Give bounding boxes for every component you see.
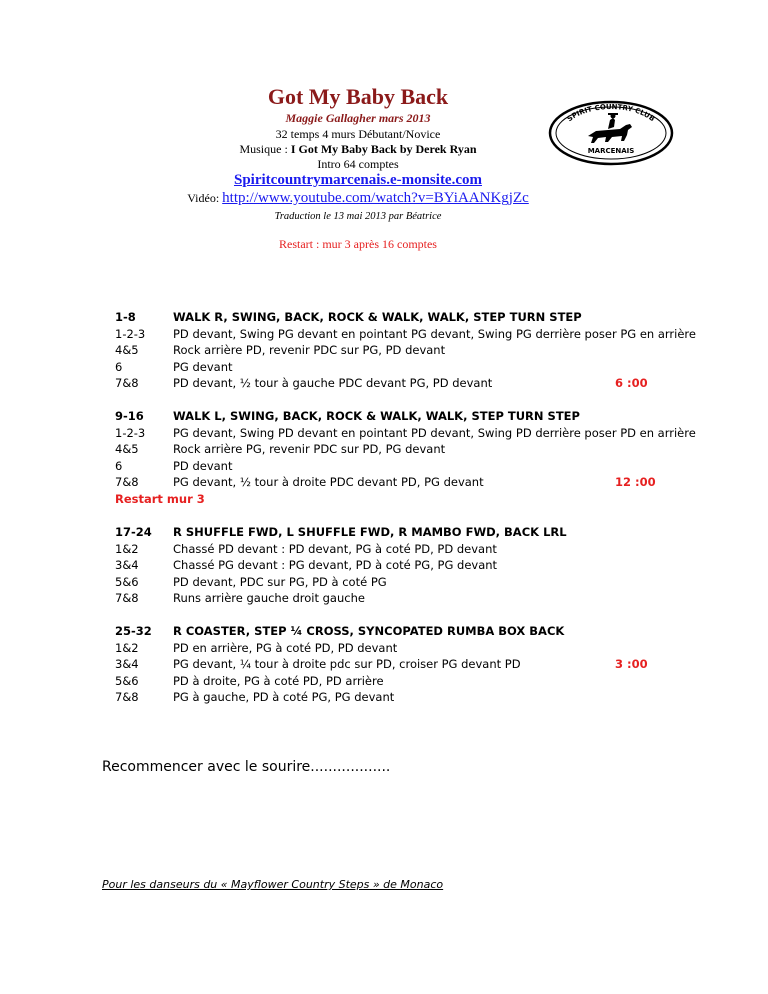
music-title: I Got My Baby Back by Derek Ryan	[290, 142, 477, 156]
step-count: 3&4	[115, 558, 139, 573]
wall-time: 6 :00	[615, 376, 648, 391]
site-line	[0, 172, 716, 189]
section-name: R SHUFFLE FWD, L SHUFFLE FWD, R MAMBO FWD, BACK LRL	[173, 525, 567, 539]
video-link[interactable]: http://www.youtube.com/watch?v=BYiAANKgjZc	[222, 190, 529, 206]
step-count: 4&5	[115, 442, 139, 457]
dance-title: Got My Baby Back	[267, 84, 449, 109]
wall-time: 12 :00	[615, 475, 656, 490]
step-text: PD en arrière, PG à coté PD, PD devant	[173, 640, 398, 655]
step-text: Chassé PG devant : PG devant, PD à coté PG, PG devant	[173, 558, 498, 573]
section-name: WALK L, SWING, BACK, ROCK & WALK, WALK, STEP TURN STEP	[173, 409, 580, 423]
step-count: 5&6	[115, 673, 139, 688]
step-text: Rock arrière PD, revenir PDC sur PG, PD devant	[173, 343, 446, 358]
section-count: 25-32	[115, 624, 152, 638]
restart-label: Restart mur 3	[115, 491, 205, 506]
step-text: PG devant, Swing PD devant en pointant PD devant, Swing PD derrière poser PD en arrière	[173, 425, 696, 440]
section-name: R COASTER, STEP ¼ CROSS, SYNCOPATED RUMBA BOX BACK	[173, 624, 565, 638]
footer-dedication: Pour les danseurs du « Mayflower Country Steps » de Monaco	[102, 878, 444, 891]
wall-time: 3 :00	[615, 657, 648, 672]
step-text: Chassé PD devant : PD devant, PG à coté PD, PD devant	[173, 541, 497, 556]
step-count: 4&5	[115, 343, 139, 358]
step-count: 1&2	[115, 640, 139, 655]
step-text: PD devant, ½ tour à gauche PDC devant PG, PD devant	[173, 376, 493, 391]
restart-note: Restart : mur 3 après 16 comptes	[279, 237, 437, 251]
step-count: 1&2	[115, 541, 139, 556]
step-count: 7&8	[115, 591, 139, 606]
section-count: 9-16	[115, 409, 144, 423]
step-count: 1-2-3	[115, 326, 146, 341]
svg-text:SPIRIT COUNTRY CLUB: SPIRIT COUNTRY CLUB	[565, 102, 657, 124]
closing-line: Recommencer avec le sourire..................	[102, 759, 391, 775]
step-count: 7&8	[115, 376, 139, 391]
club-logo	[548, 100, 674, 166]
step-count: 5&6	[115, 574, 139, 589]
step-count: 3&4	[115, 657, 139, 672]
step-count: 6	[115, 458, 123, 473]
step-text: PD à droite, PG à coté PD, PD arrière	[173, 673, 384, 688]
video-prefix: Vidéo:	[187, 191, 223, 205]
step-count: 1-2-3	[115, 425, 146, 440]
step-text: PG à gauche, PD à coté PG, PG devant	[173, 690, 395, 705]
section-name: WALK R, SWING, BACK, ROCK & WALK, WALK, STEP TURN STEP	[173, 310, 582, 324]
step-count: 6	[115, 359, 123, 374]
step-text: PD devant, Swing PG devant en pointant PG devant, Swing PG derrière poser PG en arrière	[173, 326, 696, 341]
step-text: Runs arrière gauche droit gauche	[173, 591, 365, 606]
step-text: PD devant, PDC sur PG, PD à coté PG	[173, 574, 387, 589]
site-link[interactable]: Spiritcountrymarcenais.e-monsite.com	[233, 172, 482, 188]
music-prefix: Musique :	[239, 142, 291, 156]
level-info: 32 temps 4 murs Débutant/Novice	[275, 127, 441, 141]
svg-text:MARCENAIS: MARCENAIS	[587, 147, 635, 155]
video-line	[0, 190, 716, 207]
step-text: PD devant	[173, 458, 233, 473]
translation-note: Traduction le 13 mai 2013 par Béatrice	[274, 211, 442, 222]
step-text: PG devant	[173, 359, 233, 374]
intro-info: Intro 64 comptes	[317, 157, 399, 171]
step-count: 7&8	[115, 475, 139, 490]
step-text: PG devant, ¼ tour à droite pdc sur PD, croiser PG devant PD	[173, 657, 521, 672]
choreographer: Maggie Gallagher mars 2013	[285, 111, 431, 125]
step-text: PG devant, ½ tour à droite PDC devant PD, PG devant	[173, 475, 484, 490]
step-count: 7&8	[115, 690, 139, 705]
section-count: 1-8	[115, 310, 136, 324]
section-count: 17-24	[115, 525, 152, 539]
step-text: Rock arrière PG, revenir PDC sur PD, PG devant	[173, 442, 446, 457]
